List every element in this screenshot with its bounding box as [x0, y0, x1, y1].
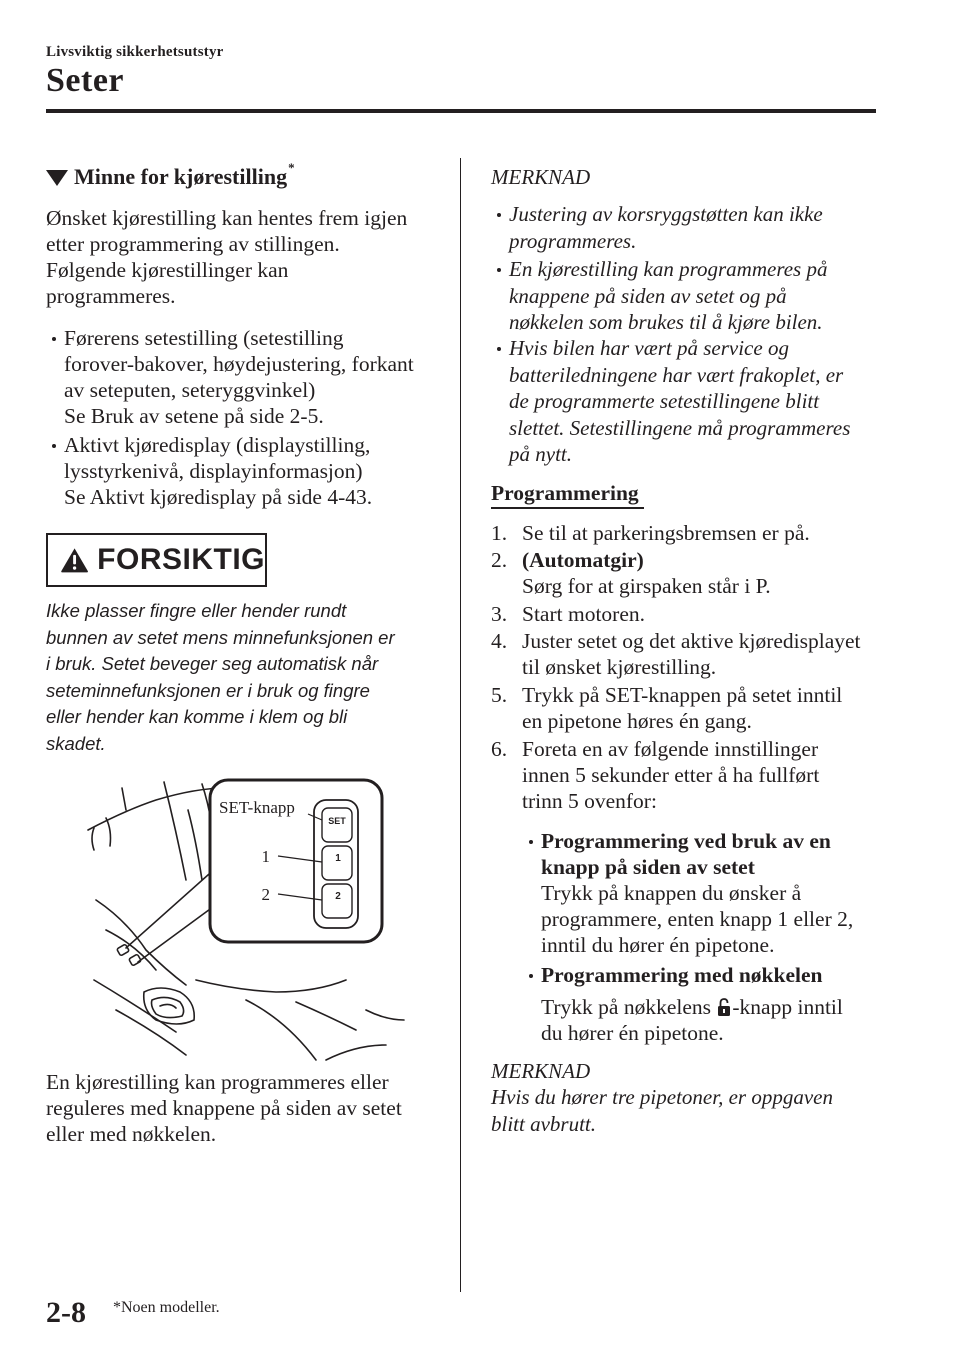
text-line: de programmerte setestillingene blitt [509, 389, 820, 413]
step-text: trinn 5 ovenfor: [522, 789, 657, 813]
bullet-active-display [64, 432, 372, 510]
text-line: nøkkelen som brukes til å kjøre bilen. [509, 310, 823, 334]
note-bullet [509, 335, 850, 468]
callout-button-1: 1 [261, 847, 270, 866]
note-text [491, 1084, 833, 1137]
column-divider [460, 158, 461, 1292]
step-text: til ønsket kjørestilling. [522, 655, 717, 679]
note-title: MERKNAD [491, 1059, 591, 1083]
text-fragment: -knapp inntil [732, 995, 843, 1019]
step-text: Juster setet og det aktive kjøredisplayet [522, 629, 861, 653]
footnote: *Noen modeller. [113, 1299, 220, 1316]
step-2 [491, 547, 771, 599]
text-line: reguleres med knappene på siden av setet [46, 1096, 402, 1120]
bullet-icon [52, 337, 56, 341]
cross-reference: Se Aktivt kjøredisplay på side 4-43. [64, 485, 373, 509]
text-line: etter programmering av stillingen. [46, 232, 340, 256]
step-number: 1. [491, 521, 508, 545]
step-text: Start motoren. [522, 602, 646, 626]
sub-option-key [541, 962, 843, 1046]
text-line: Førerens setestilling (setestilling [64, 326, 344, 350]
note-bullet [509, 256, 827, 336]
model-footnote-mark: * [288, 160, 295, 175]
triangle-marker-icon [46, 170, 68, 186]
button-2-label: 2 [335, 891, 341, 902]
bullet-driver-seat [64, 325, 414, 429]
cross-reference: Se Bruk av setene på side 2-5. [64, 404, 324, 428]
text-line: programmeres. [509, 228, 637, 253]
text-line: skadet. [46, 732, 106, 754]
text-line: Ikke plasser fingre eller hender rundt [46, 600, 347, 621]
header-rule [46, 109, 876, 113]
step-condition: (Automatgir) [522, 548, 644, 572]
text-line: Hvis bilen har vært på service og [509, 336, 789, 360]
page-number: 2-8 [46, 1296, 86, 1329]
text-line: Trykk på knappen du ønsker å [541, 881, 802, 905]
text-line: Aktivt kjøredisplay (displaystilling, [64, 433, 371, 457]
text-line: du hører én pipetone. [541, 1021, 724, 1045]
button-set-label: SET [328, 816, 346, 826]
text-line: Justering av korsryggstøtten kan ikke [509, 202, 823, 226]
text-fragment: Trykk på nøkkelens [541, 995, 717, 1019]
text-line: seteminnefunksjonen er i bruk og fingre [46, 679, 370, 701]
sub-option-button [541, 828, 853, 958]
step-number: 3. [491, 602, 508, 626]
callout-set-button: SET-knapp [219, 798, 295, 817]
note-bullet [509, 201, 823, 254]
text-line: på nytt. [509, 442, 572, 466]
sub-option-title: Programmering ved bruk av en [541, 829, 831, 853]
step-4 [491, 628, 861, 680]
sub-option-title: knapp på siden av setet [541, 855, 755, 879]
step-5 [491, 682, 843, 734]
step-text: en pipetone høres én gang. [522, 709, 752, 733]
bullet-icon [497, 268, 501, 272]
section-label: Livsviktig sikkerhetsutstyr [46, 44, 224, 60]
step-number: 2. [491, 548, 508, 572]
outro-paragraph [46, 1069, 402, 1147]
step-text: Sørg for at girspaken står i P. [522, 574, 771, 598]
step-text: Foreta en av følgende innstillinger [522, 737, 819, 761]
step-number: 4. [491, 629, 508, 653]
bullet-icon [529, 840, 533, 844]
text-line: En kjørestilling kan programmeres eller [46, 1070, 389, 1094]
seat-buttons-illustration [86, 770, 406, 1062]
text-line: forover-bakover, høydejustering, forkant [64, 352, 414, 376]
section-heading-text: Minne for kjørestilling [74, 164, 288, 189]
text-line: blitt avbrutt. [491, 1111, 596, 1136]
lock-icon [717, 997, 731, 1017]
text-line: i bruk. Setet beveger seg automatisk når [46, 653, 379, 674]
text-line: programmere, enten knapp 1 eller 2, [541, 907, 854, 931]
button-1-label: 1 [335, 853, 341, 864]
text-line: Følgende kjørestillinger kan [46, 258, 289, 282]
caution-label: FORSIKTIG [97, 543, 265, 576]
callout-button-2: 2 [261, 885, 270, 904]
step-3 [491, 601, 646, 627]
text-line: programmeres. [46, 284, 176, 308]
text-line: slettet. Setestillingene må programmeres [509, 415, 851, 440]
step-text: Se til at parkeringsbremsen er på. [522, 521, 810, 545]
text-line: bunnen av setet mens minnefunksjonen er [46, 626, 395, 648]
note-title: MERKNAD [491, 165, 591, 189]
text-line: Ønsket kjørestilling kan hentes frem igjen [46, 206, 408, 230]
text-line: eller med nøkkelen. [46, 1122, 217, 1146]
bullet-icon [52, 444, 56, 448]
text-line: En kjørestilling kan programmeres på [509, 257, 828, 281]
intro-paragraph [46, 205, 407, 309]
text-line: Hvis du hører tre pipetoner, er oppgaven [491, 1085, 833, 1109]
text-line: eller hender kan komme i klem og bli [46, 706, 348, 727]
step-6 [491, 736, 820, 814]
bullet-icon [497, 213, 501, 217]
step-text: Trykk på SET-knappen på setet inntil [522, 683, 843, 707]
text-line: knappene på siden av setet og på [509, 283, 787, 308]
step-1 [491, 520, 810, 546]
text-line: inntil du hører én pipetone. [541, 933, 775, 957]
warning-triangle-icon [60, 542, 89, 578]
caution-box [46, 533, 267, 587]
text-line [541, 994, 843, 1020]
bullet-icon [529, 974, 533, 978]
text-line: batteriledningene har vært frakoplet, er [509, 362, 844, 387]
programming-heading: Programmering [491, 481, 639, 505]
text-line: av seteputen, seteryggvinkel) [64, 378, 316, 402]
step-number: 5. [491, 683, 508, 707]
page-title: Seter [46, 62, 125, 99]
section-heading [46, 160, 295, 190]
step-number: 6. [491, 737, 508, 761]
text-line: lysstyrkenivå, displayinformasjon) [64, 459, 363, 483]
sub-option-title: Programmering med nøkkelen [541, 963, 823, 987]
bullet-icon [497, 347, 501, 351]
step-text: innen 5 sekunder etter å ha fullført [522, 763, 820, 787]
caution-text [46, 598, 395, 757]
heading-underline [491, 507, 644, 509]
